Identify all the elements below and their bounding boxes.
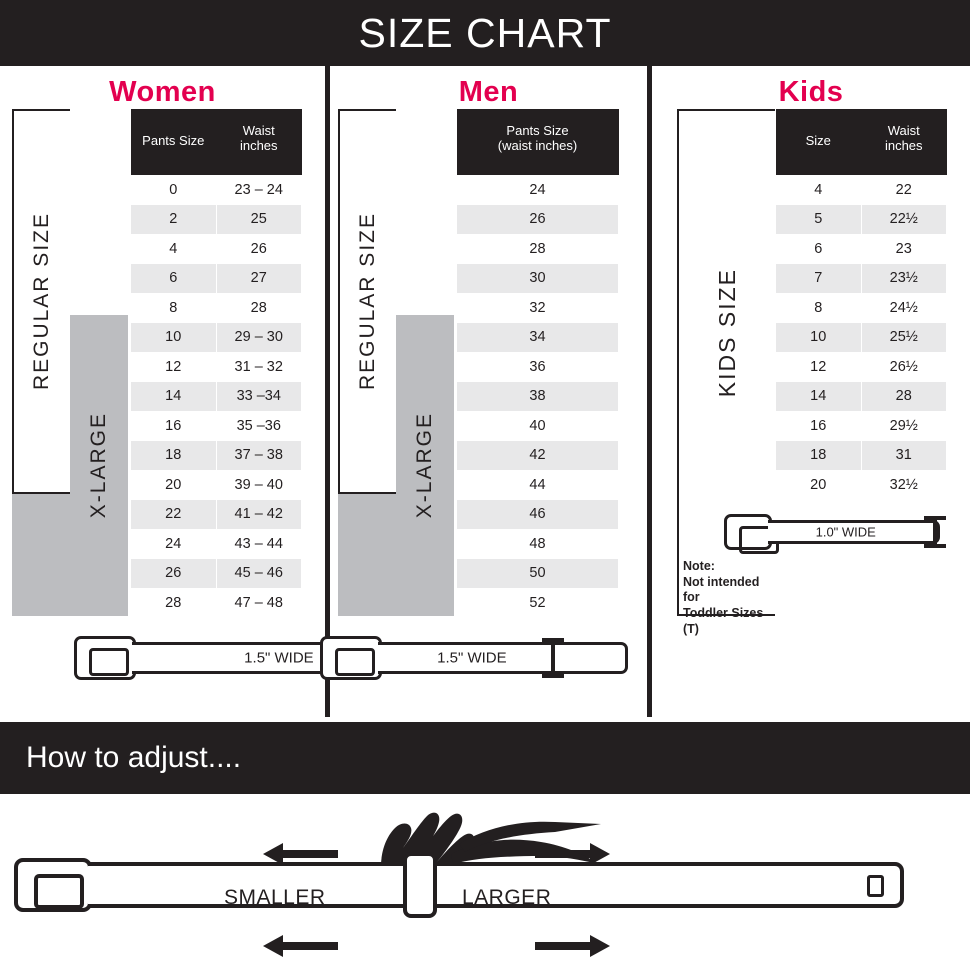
table-row (457, 559, 619, 589)
band-xlarge-women (70, 315, 128, 616)
label-larger: LARGER (462, 886, 552, 909)
panel-kids (647, 66, 970, 717)
belt-graphic-adjust (14, 858, 904, 912)
kids-cell-8-1: 29½ (861, 411, 947, 441)
band-regular-size-women (12, 109, 70, 494)
kids-cell-3-0: 7 (776, 264, 862, 294)
table-row (131, 352, 302, 382)
band-xlarge-women-label: X-LARGE (87, 412, 110, 519)
women-cell-14-0: 28 (131, 588, 217, 618)
col-header-men-pants-size (457, 109, 619, 175)
band-xlarge-men-label: X-LARGE (413, 412, 436, 519)
table-body-men (457, 175, 619, 618)
howto-adjust-body (0, 794, 970, 971)
table-row (131, 323, 302, 353)
women-cell-9-1: 37 – 38 (216, 441, 302, 471)
belt-width-measure-kids (924, 516, 946, 548)
kids-cell-2-0: 6 (776, 234, 862, 264)
kids-cell-10-0: 20 (776, 470, 862, 500)
kids-note (683, 559, 779, 637)
col-header-women-pants-size: Pants Size (131, 109, 217, 175)
kids-cell-4-0: 8 (776, 293, 862, 323)
table-row (457, 352, 619, 382)
panel-heading-kids: Kids (778, 76, 844, 108)
belt-width-label-kids: 1.0" WIDE (815, 524, 876, 540)
table-row (131, 293, 302, 323)
kids-cell-1-1: 22½ (861, 205, 947, 235)
women-cell-7-0: 14 (131, 382, 217, 412)
men-cell-11-0: 46 (457, 500, 619, 530)
belt-strap-men (378, 642, 628, 674)
women-cell-0-0: 0 (131, 175, 217, 205)
kids-cell-7-0: 14 (776, 382, 862, 412)
belt-width-label-men: 1.5" WIDE (437, 649, 507, 667)
col-header-men-line1: Pants Size (506, 122, 569, 138)
belt-slider-handle[interactable] (403, 852, 437, 918)
table-row (776, 264, 947, 294)
band-regular-size-men (338, 109, 396, 494)
women-cell-0-1: 23 – 24 (216, 175, 302, 205)
band-kids-size-label: KIDS SIZE (713, 267, 740, 398)
belt-buckle-icon-women (74, 636, 136, 680)
size-panels (0, 66, 970, 717)
men-cell-6-0: 36 (457, 352, 619, 382)
table-row (131, 500, 302, 530)
table-row (776, 293, 947, 323)
women-cell-8-1: 35 –36 (216, 411, 302, 441)
table-row (457, 441, 619, 471)
women-cell-8-0: 16 (131, 411, 217, 441)
size-table-kids (775, 109, 947, 500)
band-regular-size-men-label: REGULAR SIZE (356, 212, 379, 391)
women-cell-11-1: 41 – 42 (216, 500, 302, 530)
women-cell-2-0: 4 (131, 234, 217, 264)
women-cell-14-1: 47 – 48 (216, 588, 302, 618)
women-cell-3-0: 6 (131, 264, 217, 294)
belt-width-label-women: 1.5" WIDE (244, 649, 314, 667)
table-row (131, 382, 302, 412)
belt-width-measure-men (542, 638, 564, 678)
belt-buckle-icon-adjust (14, 858, 92, 912)
col-header-kids-size: Size (776, 109, 862, 175)
men-cell-9-0: 42 (457, 441, 619, 471)
table-row (457, 411, 619, 441)
table-row (776, 323, 947, 353)
table-row (776, 470, 947, 500)
panel-women (0, 66, 325, 717)
belt-graphic-men (330, 636, 647, 680)
panel-heading-men: Men (458, 76, 519, 108)
table-body-women (131, 175, 302, 618)
table-header-row-women (131, 109, 302, 175)
kids-cell-6-1: 26½ (861, 352, 947, 382)
women-cell-4-1: 28 (216, 293, 302, 323)
table-row (776, 382, 947, 412)
belt-hole-icon (867, 875, 884, 897)
arrow-left-top (283, 850, 338, 858)
women-cell-10-0: 20 (131, 470, 217, 500)
men-cell-13-0: 50 (457, 559, 619, 589)
table-row (457, 470, 619, 500)
men-cell-12-0: 48 (457, 529, 619, 559)
men-cell-7-0: 38 (457, 382, 619, 412)
panel-men (325, 66, 647, 717)
table-row (776, 205, 947, 235)
band-regular-size-women-grey (12, 494, 70, 616)
table-row (131, 411, 302, 441)
arrow-left-bottom (283, 942, 338, 950)
men-cell-5-0: 34 (457, 323, 619, 353)
table-row (776, 441, 947, 471)
kids-cell-7-1: 28 (861, 382, 947, 412)
women-cell-13-1: 45 – 46 (216, 559, 302, 589)
belt-strap-kids (768, 520, 940, 544)
kids-note-line1: Note: (683, 559, 715, 573)
size-table-women (130, 109, 302, 618)
men-cell-1-0: 26 (457, 205, 619, 235)
kids-cell-6-0: 12 (776, 352, 862, 382)
table-row (776, 352, 947, 382)
table-block-women (12, 109, 302, 618)
women-cell-6-0: 12 (131, 352, 217, 382)
arrow-right-bottom (535, 942, 590, 950)
kids-cell-2-1: 23 (861, 234, 947, 264)
belt-buckle-icon-men (320, 636, 382, 680)
table-row (776, 175, 947, 205)
kids-cell-9-0: 18 (776, 441, 862, 471)
women-cell-7-1: 33 –34 (216, 382, 302, 412)
women-cell-13-0: 26 (131, 559, 217, 589)
howto-adjust-bar (0, 722, 970, 794)
band-xlarge-men (396, 315, 454, 616)
table-row (457, 382, 619, 412)
women-cell-2-1: 26 (216, 234, 302, 264)
women-cell-5-1: 29 – 30 (216, 323, 302, 353)
table-row (131, 559, 302, 589)
belt-graphic-kids (724, 514, 970, 550)
table-row (457, 323, 619, 353)
table-row (776, 411, 947, 441)
table-row (457, 205, 619, 235)
kids-cell-8-0: 16 (776, 411, 862, 441)
label-smaller: SMALLER (224, 886, 326, 909)
kids-cell-10-1: 32½ (861, 470, 947, 500)
men-cell-3-0: 30 (457, 264, 619, 294)
table-row (457, 500, 619, 530)
kids-cell-0-0: 4 (776, 175, 862, 205)
table-row (457, 529, 619, 559)
page-title-bar (0, 0, 970, 66)
men-cell-14-0: 52 (457, 588, 619, 618)
table-row (457, 588, 619, 618)
women-cell-1-0: 2 (131, 205, 217, 235)
table-header-row-men (457, 109, 619, 175)
men-cell-2-0: 28 (457, 234, 619, 264)
women-cell-3-1: 27 (216, 264, 302, 294)
women-cell-5-0: 10 (131, 323, 217, 353)
table-row (131, 264, 302, 294)
page-title: SIZE CHART (358, 9, 612, 56)
women-cell-12-0: 24 (131, 529, 217, 559)
table-row (457, 293, 619, 323)
kids-cell-5-0: 10 (776, 323, 862, 353)
kids-cell-5-1: 25½ (861, 323, 947, 353)
table-row (131, 234, 302, 264)
women-cell-10-1: 39 – 40 (216, 470, 302, 500)
table-body-kids (776, 175, 947, 500)
kids-cell-1-0: 5 (776, 205, 862, 235)
size-table-men (456, 109, 619, 618)
band-regular-size-women-label: REGULAR SIZE (30, 212, 53, 391)
men-cell-4-0: 32 (457, 293, 619, 323)
table-row (131, 441, 302, 471)
table-row (457, 175, 619, 205)
table-block-men (338, 109, 623, 618)
table-row (776, 234, 947, 264)
kids-note-line3: Toddler Sizes (T) (683, 605, 764, 636)
col-header-women-waist-inches: Waist inches (216, 109, 302, 175)
howto-adjust-title: How to adjust.... (26, 741, 242, 774)
table-row (131, 205, 302, 235)
panel-heading-women: Women (109, 76, 216, 108)
kids-cell-4-1: 24½ (861, 293, 947, 323)
women-cell-12-1: 43 – 44 (216, 529, 302, 559)
kids-cell-0-1: 22 (861, 175, 947, 205)
women-cell-1-1: 25 (216, 205, 302, 235)
kids-cell-3-1: 23½ (861, 264, 947, 294)
women-cell-9-0: 18 (131, 441, 217, 471)
men-cell-10-0: 44 (457, 470, 619, 500)
kids-note-line2: Not intended for (683, 574, 760, 605)
belt-buckle-icon-kids (724, 514, 772, 550)
col-header-men-line2: (waist inches) (497, 137, 578, 153)
women-cell-6-1: 31 – 32 (216, 352, 302, 382)
table-row (131, 529, 302, 559)
table-row (131, 588, 302, 618)
col-header-kids-waist-inches: Waist inches (861, 109, 947, 175)
table-header-row-kids (776, 109, 947, 175)
kids-cell-9-1: 31 (861, 441, 947, 471)
women-cell-4-0: 8 (131, 293, 217, 323)
belt-graphic-women (74, 636, 325, 680)
table-row (457, 234, 619, 264)
table-row (131, 175, 302, 205)
table-row (131, 470, 302, 500)
women-cell-11-0: 22 (131, 500, 217, 530)
men-cell-0-0: 24 (457, 175, 619, 205)
men-cell-8-0: 40 (457, 411, 619, 441)
band-regular-size-men-grey (338, 494, 396, 616)
table-row (457, 264, 619, 294)
